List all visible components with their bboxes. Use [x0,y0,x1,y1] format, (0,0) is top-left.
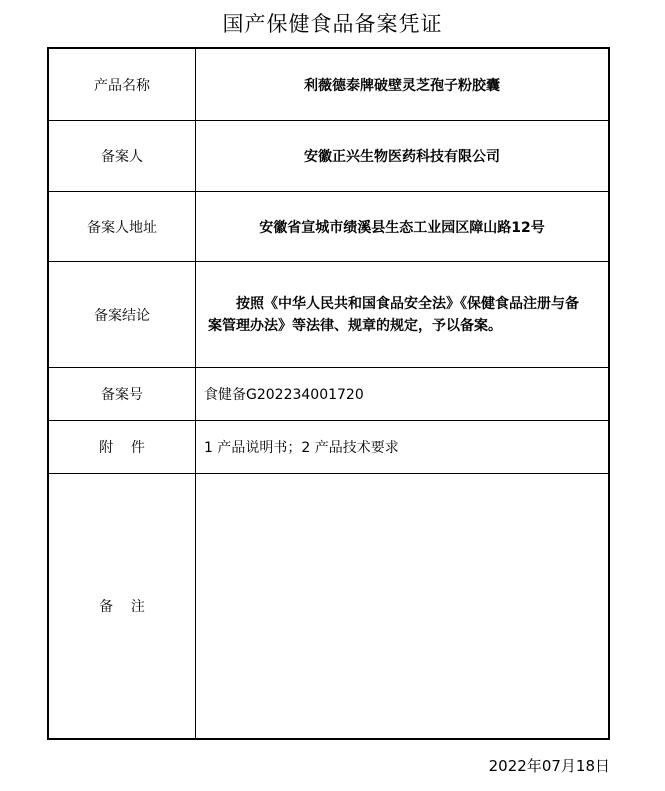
row-record-number [49,368,608,421]
value-remarks [196,474,608,738]
label-record-number: 备案号 [49,368,196,420]
issue-date: 2022年07月18日 [488,757,610,775]
value-conclusion-cell [196,262,608,367]
value-product-name: 利薇德泰牌破壁灵芝孢子粉胶囊 [304,77,500,94]
row-product-name [49,49,608,121]
row-registrant-address [49,192,608,262]
value-registrant-address: 安徽省宣城市绩溪县生态工业园区障山路12号 [259,219,545,236]
label-attachments: 附 件 [49,421,196,473]
document-title: 国产保健食品备案凭证 [222,12,443,36]
label-remarks: 备 注 [49,474,196,738]
value-conclusion: 按照《中华人民共和国食品安全法》《保健食品注册与备案管理办法》等法律、规章的规定，予以备案。 [208,295,579,334]
label-registrant: 备案人 [49,121,196,191]
row-conclusion [49,262,608,368]
value-attachments: 1 产品说明书；2 产品技术要求 [204,440,399,456]
value-record-number: 食健备G202234001720 [204,387,364,403]
label-conclusion: 备案结论 [49,262,196,367]
value-registrant: 安徽正兴生物医药科技有限公司 [304,149,500,165]
row-remarks [49,474,608,738]
row-attachments [49,421,608,474]
record-table [47,47,610,740]
label-registrant-address: 备案人地址 [49,192,196,261]
label-product-name: 产品名称 [49,49,196,120]
row-registrant [49,121,608,192]
